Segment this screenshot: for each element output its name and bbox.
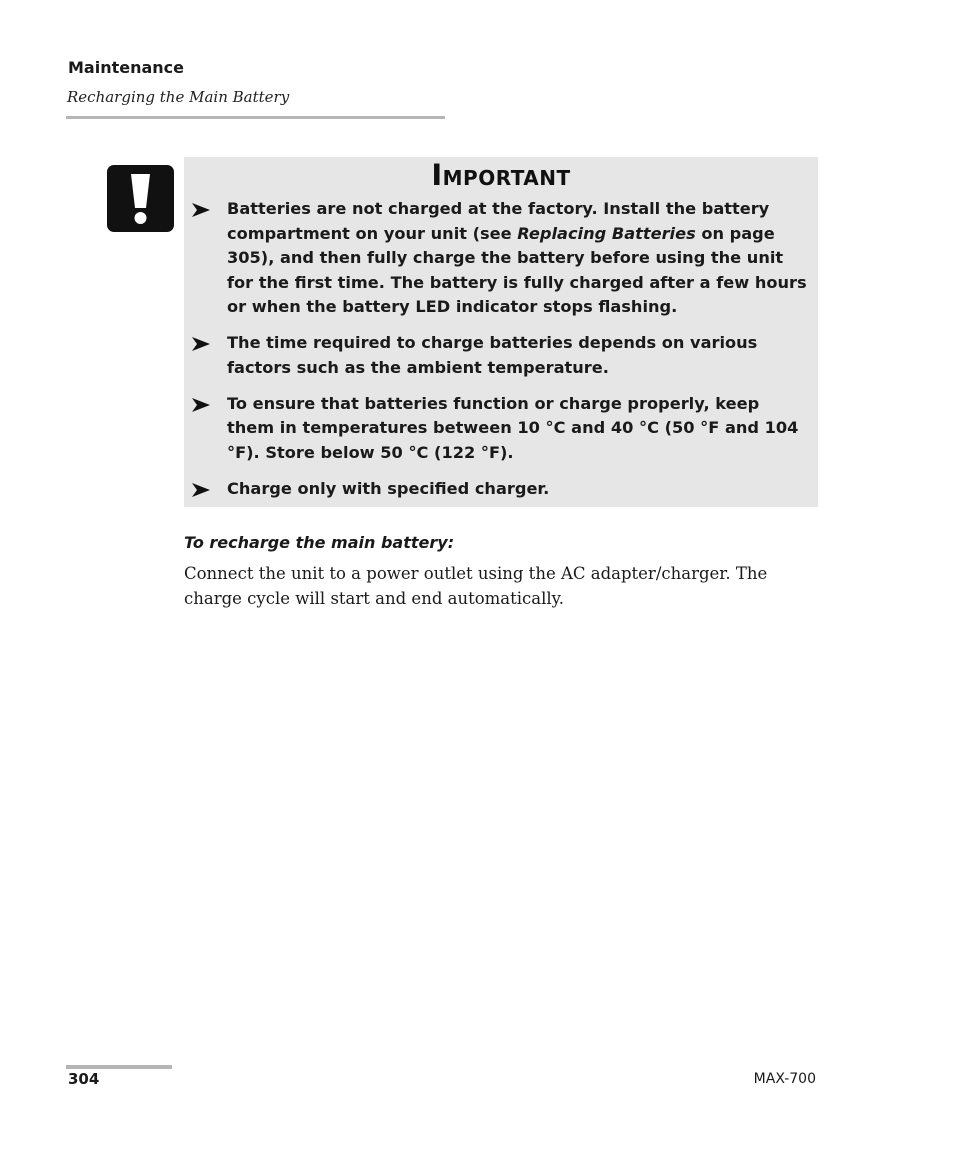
- bullet-text: Charge only with specified charger.: [227, 478, 550, 498]
- bullet-item: [184, 392, 818, 466]
- important-exclamation-icon: [107, 165, 174, 232]
- cross-reference-title: Replacing Batteries: [517, 223, 696, 243]
- important-box: [184, 157, 818, 507]
- bullet-text: The time required to charge batteries depends on various factors such as the ambient temperature.: [227, 333, 758, 377]
- page-number: 304: [68, 1070, 100, 1088]
- arrow-bullet-icon: [192, 203, 210, 217]
- bullet-item: [184, 331, 818, 380]
- arrow-bullet-icon: [192, 337, 210, 351]
- arrow-bullet-icon: [192, 483, 210, 497]
- arrow-bullet-icon: [192, 398, 210, 412]
- header-rule: [66, 116, 445, 119]
- bullet-text: Batteries are not charged at the factory. Install the battery compartment on your unit (see: [227, 199, 770, 243]
- procedure-text: Connect the unit to a power outlet using the AC adapter/charger. The charge cycle will start and end automatically.: [184, 564, 768, 608]
- bullet-item: [184, 477, 818, 502]
- bullet-text: To ensure that batteries function or charge properly, keep them in temperatures between 10 °C and 40 °C (50 °F and 104 °F). Store below 50 °C (122 °F).: [227, 393, 799, 462]
- product-name: MAX-700: [753, 1071, 816, 1087]
- running-header-subsection: Recharging the Main Battery: [67, 88, 290, 106]
- footer-rule: [66, 1065, 172, 1069]
- bullet-item: [184, 197, 818, 320]
- running-header-section: Maintenance: [68, 58, 185, 77]
- procedure-heading: To recharge the main battery:: [184, 533, 455, 552]
- bullet-text: on page 305), and then fully charge the battery before using the unit for the first time. The battery is fully charged after a few hours or when the battery LED indicator stops flashing.: [227, 223, 807, 316]
- important-bullet-list: [184, 197, 818, 513]
- important-title: Important: [431, 158, 571, 192]
